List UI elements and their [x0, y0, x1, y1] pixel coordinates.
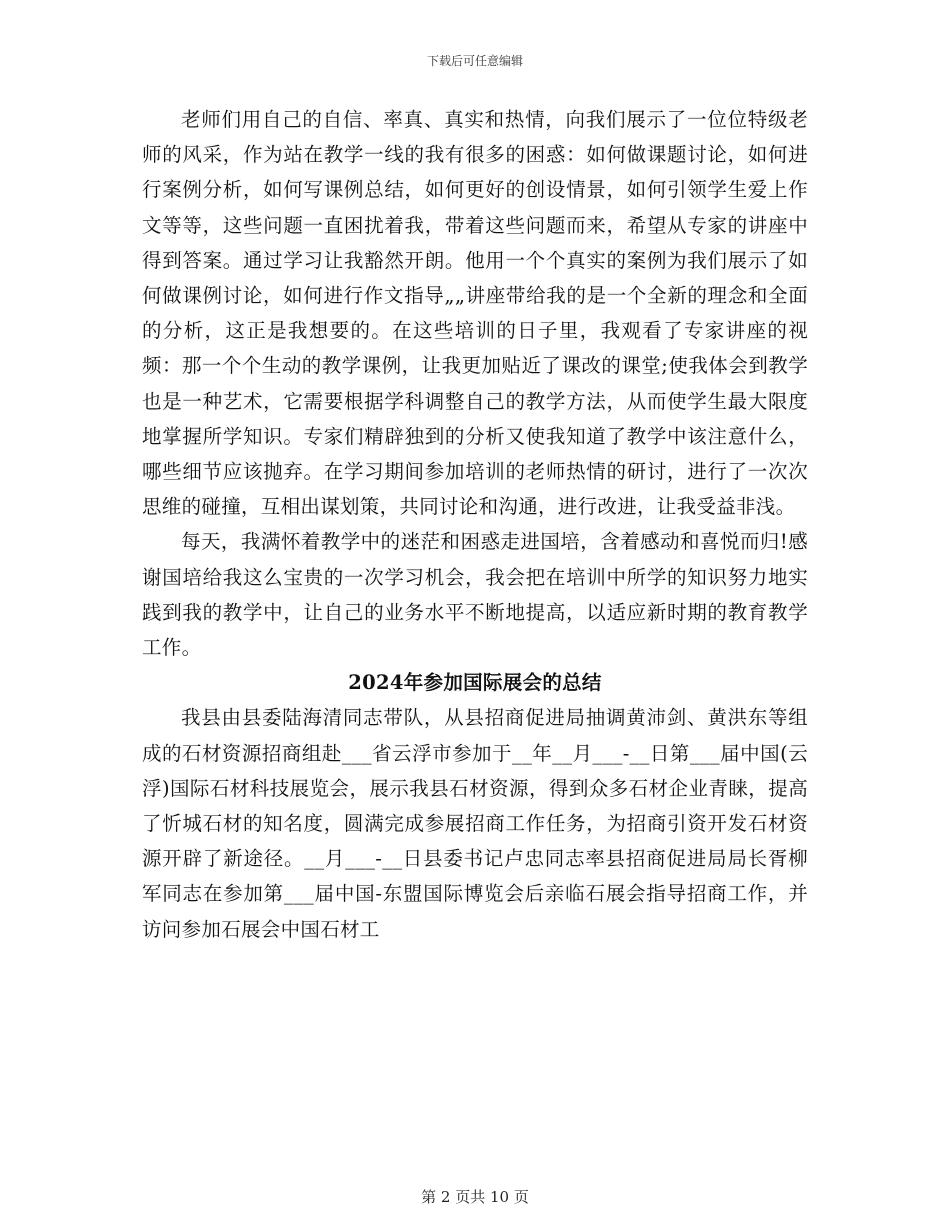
paragraph-3: 我县由县委陆海清同志带队，从县招商促进局抽调黄沛剑、黄洪东等组成的石材资源招商组赴___省云浮市参加于__年__月___-__日第___届中国(云浮)国际石材科技展览会，展示我县石材资源，得到众多石材企业青睐，提高了忻城石材的知名度，圆满完成参展招商工作任务，为招商引资开发石材资源开辟了新途径。__月___-__日县委书记卢忠同志率县招商促进局局长胥柳军同志在参加第___届中国-东盟国际博览会后亲临石展会指导招商工作，并访问参加石展会中国石材工 — [142, 706, 808, 941]
page-header: 下载后可任意编辑 — [426, 54, 523, 68]
paragraph-1: 老师们用自己的自信、率真、真实和热情，向我们展示了一位位特级老师的风采，作为站在教学一线的我有很多的困惑：如何做课题讨论，如何进行案例分析，如何写课例总结，如何更好的创设情景，如何引领学生爱上作文等等，这些问题一直困扰着我，带着这些问题而来，希望从专家的讲座中得到答案。通过学习让我豁然开朗。他用一个个真实的案例为我们展示了如何做课例讨论，如何进行作文指导„„讲座带给我的是一个全新的理念和全面的分析，这正是我想要的。在这些培训的日子里，我观看了专家讲座的视频：那一个个生动的教学课例，让我更加贴近了课改的课堂;使我体会到教学也是一种艺术，它需要根据学科调整自己的教学方法，从而使学生最大限度地掌握所学知识。专家们精辟独到的分析又使我知道了教学中该注意什么，哪些细节应该抛弃。在学习期间参加培训的老师热情的研讨，进行了一次次思维的碰撞，互相出谋划策，共同讨论和沟通，进行改进，让我受益非浅。 — [142, 108, 808, 519]
section-title: 2024年参加国际展会的总结 — [348, 671, 602, 695]
page-footer: 第 2 页共 10 页 — [421, 1188, 529, 1206]
paragraph-2: 每天，我满怀着教学中的迷茫和困惑走进国培，含着感动和喜悦而归!感谢国培给我这么宝贵的一次学习机会，我会把在培训中所学的知识努力地实践到我的教学中，让自己的业务水平不断地提高，以适应新时期的教育教学工作。 — [142, 530, 808, 660]
document-body — [142, 102, 808, 947]
